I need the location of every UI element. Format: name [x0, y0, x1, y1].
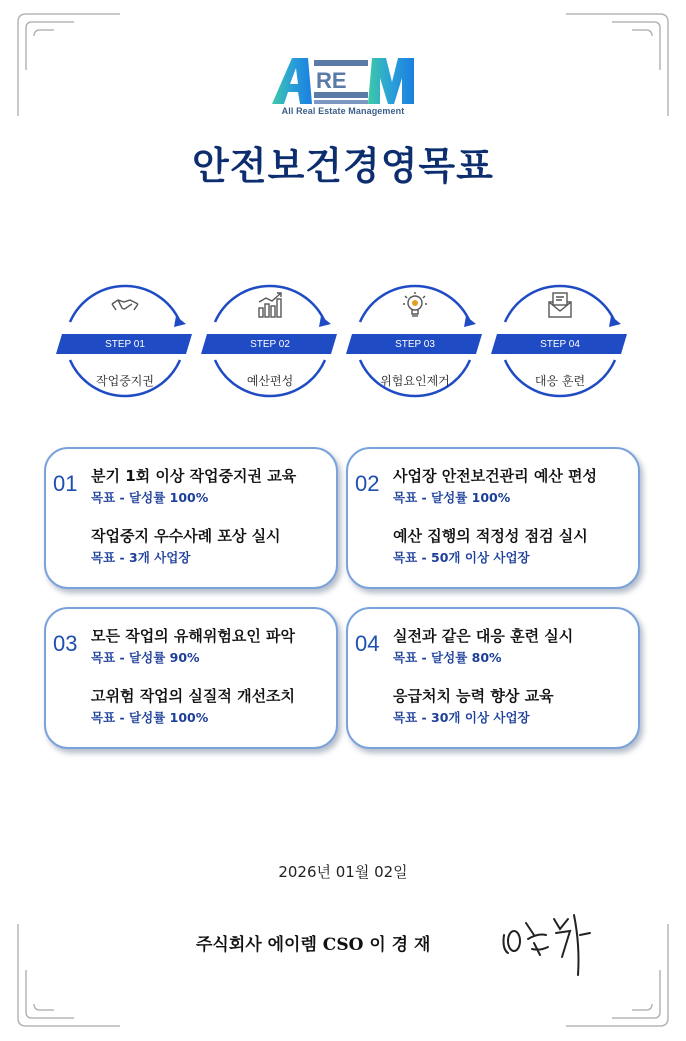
- step-name-01: 작업중지권: [96, 374, 154, 388]
- goal-title: 사업장 안전보건관리 예산 편성: [393, 467, 598, 485]
- handwritten-signature: [498, 905, 608, 985]
- steps-diagram: [0, 0, 686, 420]
- step-label-01: STEP 01: [105, 339, 145, 350]
- goal-target: 목표 - 30개 이상 사업장: [393, 710, 530, 725]
- goal-number: 03: [53, 631, 78, 656]
- goal-card-03: [44, 607, 338, 749]
- goal-title: 고위험 작업의 실질적 개선조치: [91, 687, 296, 705]
- goal-title: 응급처치 능력 향상 교육: [393, 687, 554, 705]
- goal-target: 목표 - 달성률 100%: [91, 710, 209, 725]
- goal-title: 분기 1회 이상 작업중지권 교육: [91, 467, 297, 485]
- step-label-03: STEP 03: [395, 339, 435, 350]
- goal-target: 목표 - 50개 이상 사업장: [393, 550, 530, 565]
- goal-card-01: [44, 447, 338, 589]
- svg-text:RE: RE: [316, 68, 347, 93]
- bar-chart-icon: [255, 290, 285, 320]
- document-title: 안전보건경영목표: [192, 144, 494, 188]
- goal-target: 목표 - 달성률 90%: [91, 650, 200, 665]
- step-name-04: 대응 훈련: [534, 374, 586, 388]
- step-label-04: STEP 04: [540, 339, 580, 350]
- goal-target: 목표 - 3개 사업장: [91, 550, 191, 565]
- goal-title: 모든 작업의 유해위험요인 파악: [91, 627, 296, 645]
- goal-target: 목표 - 달성률 100%: [393, 490, 511, 505]
- goal-number: 02: [355, 471, 380, 496]
- goal-number: 04: [355, 631, 380, 656]
- goal-card-02: [346, 447, 640, 589]
- document-date: 2026년 01월 02일: [278, 863, 408, 881]
- goal-title: 작업중지 우수사례 포상 실시: [91, 527, 281, 545]
- logo-tagline: All Real Estate Management: [281, 106, 405, 116]
- step-name-03: 위험요인제거: [380, 374, 450, 388]
- step-name-02: 예산편성: [246, 374, 294, 388]
- goal-number: 01: [53, 471, 78, 496]
- goal-title: 실전과 같은 대응 훈련 실시: [393, 627, 574, 645]
- envelope-icon: [545, 290, 575, 320]
- goal-target: 목표 - 달성률 80%: [393, 650, 502, 665]
- signer-line: 주식회사 에이렘 CSO 이 경 재: [196, 935, 431, 955]
- goal-card-04: [346, 607, 640, 749]
- frame-corner-bottom-left: [14, 920, 124, 1030]
- goal-target: 목표 - 달성률 100%: [91, 490, 209, 505]
- lightbulb-icon: [400, 290, 430, 320]
- handshake-icon: [110, 290, 140, 320]
- goal-title: 예산 집행의 적정성 점검 실시: [393, 527, 588, 545]
- step-label-02: STEP 02: [250, 339, 290, 350]
